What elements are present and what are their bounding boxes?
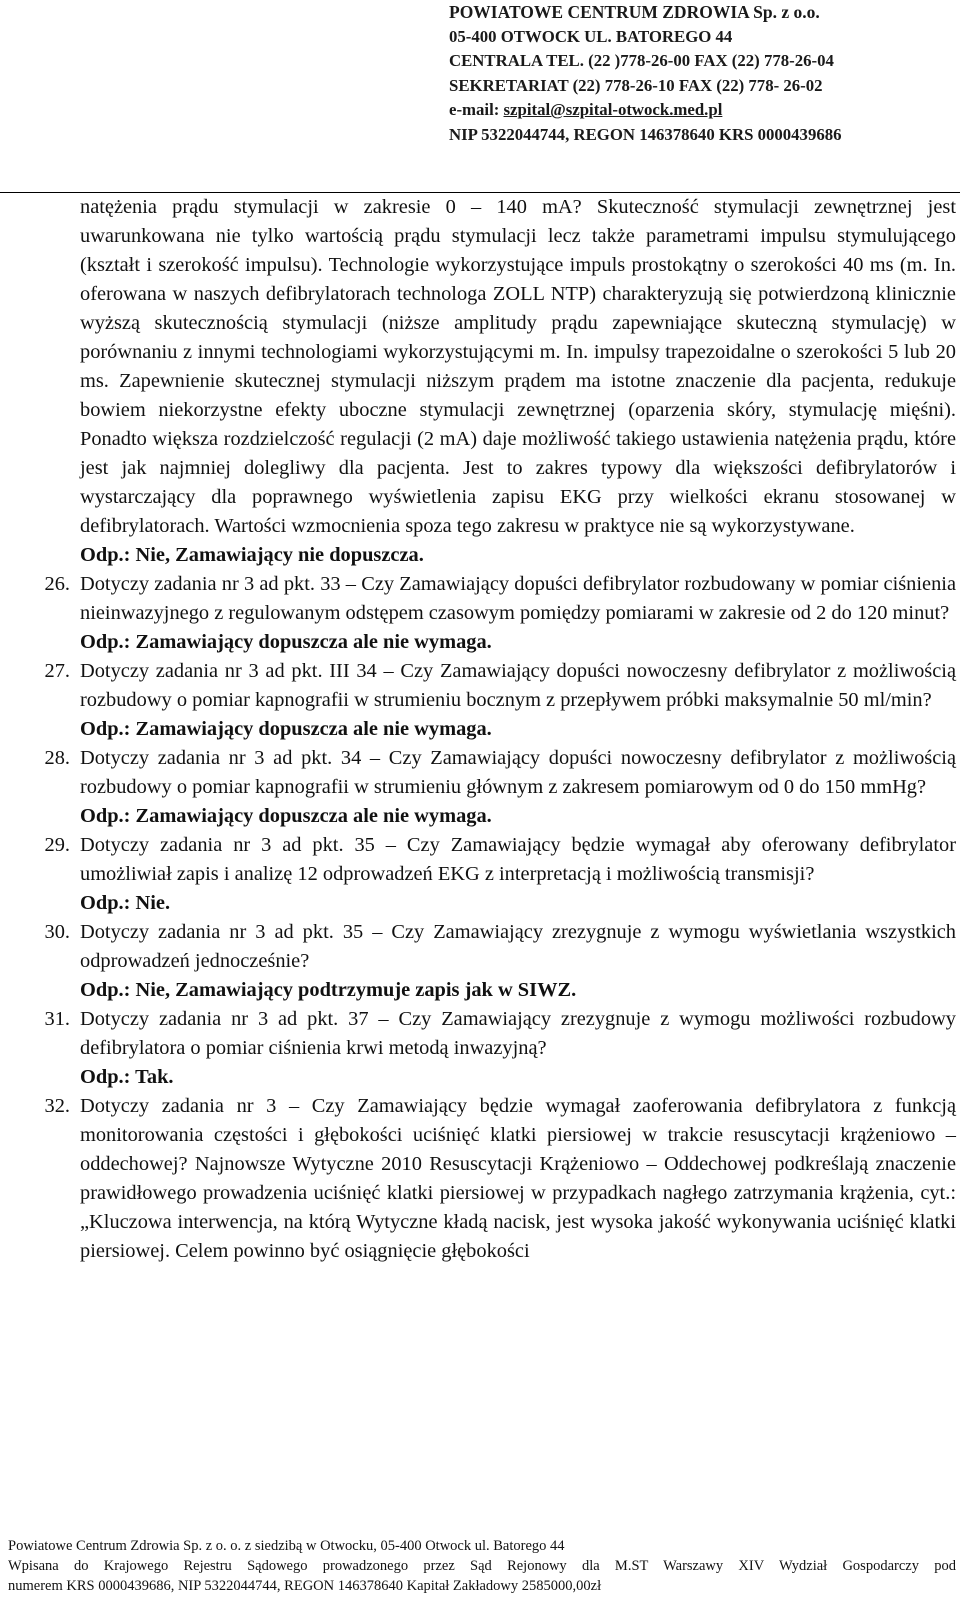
list-item bbox=[44, 918, 956, 1005]
item-answer: Odp.: Tak. bbox=[80, 1066, 174, 1088]
item-question: Dotyczy zadania nr 3 ad pkt. 37 – Czy Zamawiający zrezygnuje z wymogu możliwości rozbudowy defibrylatora o pomiar ciśnienia krwi metodą inwazyjną? bbox=[80, 1008, 956, 1059]
question-list bbox=[44, 570, 956, 1266]
list-item bbox=[44, 570, 956, 657]
email-label: e-mail: bbox=[449, 100, 504, 120]
item-question: Dotyczy zadania nr 3 – Czy Zamawiający będzie wymagał zaoferowania defibrylatora z funkcją monitorowania częstości i głębokości uciśnięć klatki piersiowej w trakcie resuscytacji krążeniowo – oddechowej? Najnowsze Wytyczne 2010 Resuscytacji Krążeniowo – Oddechowej podkreślają znaczenie prawidłowego prowadzenia uciśnięć klatki piersiowej w przypadkach nagłego zatrzymania krążenia, cyt.: „Kluczowa interwencja, na którą Wytyczne kładą nacisk, jest wysoka jakość wykonywania uciśnięć klatki piersiowej. Celem powinno być osiągnięcie głębokości bbox=[80, 1095, 956, 1262]
item-number: 27. bbox=[44, 660, 70, 682]
document-body bbox=[44, 193, 956, 1266]
item-question: Dotyczy zadania nr 3 ad pkt. 33 – Czy Zamawiający dopuści defibrylator rozbudowany w pomiar ciśnienia nieinwazyjnego z regulowanym odstępem czasowym pomiędzy pomiarami w zakresie od 2 do 120 minut? bbox=[80, 573, 956, 624]
organization-name: POWIATOWE CENTRUM ZDROWIA Sp. z o.o. bbox=[449, 2, 820, 22]
footer-company-line: Powiatowe Centrum Zdrowia Sp. z o. o. z siedzibą w Otwocku, 05-400 Otwock ul. Batorego 44 bbox=[8, 1538, 565, 1554]
list-item bbox=[44, 831, 956, 918]
item-number: 30. bbox=[44, 921, 70, 943]
item-answer: Odp.: Zamawiający dopuszcza ale nie wymaga. bbox=[80, 718, 492, 740]
item-number: 31. bbox=[44, 1008, 70, 1030]
item-number: 32. bbox=[44, 1095, 70, 1117]
item-number: 26. bbox=[44, 573, 70, 595]
letterhead bbox=[449, 0, 954, 148]
page-footer bbox=[8, 1536, 956, 1596]
list-item bbox=[44, 1092, 956, 1266]
list-item bbox=[44, 657, 956, 744]
intro-answer: Odp.: Nie, Zamawiający nie dopuszcza. bbox=[80, 544, 424, 566]
footer-registry-line: Wpisana do Krajowego Rejestru Sądowego prowadzonego przez Sąd Rejonowy dla M.ST Warszawy XIV Wydział Gospodarczy pod bbox=[8, 1558, 956, 1574]
email-link[interactable]: szpital@szpital-otwock.med.pl bbox=[503, 100, 723, 120]
secretariat-phone: SEKRETARIAT (22) 778-26-10 FAX (22) 778- 26-02 bbox=[449, 75, 823, 95]
item-number: 28. bbox=[44, 747, 70, 769]
item-question: Dotyczy zadania nr 3 ad pkt. 35 – Czy Zamawiający zrezygnuje z wymogu wyświetlania wszystkich odprowadzeń jednocześnie? bbox=[80, 921, 956, 972]
item-question: Dotyczy zadania nr 3 ad pkt. 35 – Czy Zamawiający będzie wymagał aby oferowany defibrylator umożliwiał zapis i analizę 12 odprowadzeń EKG z interpretacją i możliwością transmisji? bbox=[80, 834, 956, 885]
footer-identifiers-line: numerem KRS 0000439686, NIP 5322044744, REGON 146378640 Kapitał Zakładowy 2585000,00zł bbox=[8, 1578, 602, 1594]
item-question: Dotyczy zadania nr 3 ad pkt. III 34 – Czy Zamawiający dopuści nowoczesny defibrylator z możliwością rozbudowy o pomiar kapnografii w strumieniu bocznym z przepływem próbki maksymalnie 50 ml/min? bbox=[80, 660, 956, 711]
intro-paragraph: natężenia prądu stymulacji w zakresie 0 – 140 mA? Skuteczność stymulacji zewnętrznej jest uwarunkowana nie tylko wartością prądu stymulacji lecz także parametrami impulsu stymulującego (kształt i szerokość impulsu). Technologie wykorzystujące impuls prostokątny o szerokości 40 ms (m. In. oferowana w naszych defibrylatorach technologa ZOLL NTP) charakteryzują się potwierdzoną klinicznie wyższą skutecznością stymulacji (niższe amplitudy prądu zapewniające skuteczną stymulację) w porównaniu z innymi technologiami wykorzystującymi m. In. impulsy trapezoidalne o szerokości 5 lub 20 ms. Zapewnienie skutecznej stymulacji niższym prądem ma istotne znaczenie dla pacjenta, redukuje bowiem niekorzystne efekty uboczne stymulacji zewnętrznej (oparzenia skóry, stymulację mięśni). Ponadto większa rozdzielczość regulacji (2 mA) daje możliwość takiego ustawienia natężenia prądu, które jest jak najmniej dolegliwy dla pacjenta. Jest to zakres typowy dla większości defibrylatorów i wystarczający dla poprawnego wyświetlenia zapisu EKG przy wielkości ekranu stosowanej w defibrylatorach. Wartości wzmocnienia spoza tego zakresu w praktyce nie są wykorzystywane. bbox=[80, 196, 956, 537]
list-item bbox=[44, 744, 956, 831]
list-item bbox=[44, 1005, 956, 1092]
company-identifiers: NIP 5322044744, REGON 146378640 KRS 0000439686 bbox=[449, 124, 842, 144]
item-answer: Odp.: Zamawiający dopuszcza ale nie wymaga. bbox=[80, 805, 492, 827]
organization-address: 05-400 OTWOCK UL. BATOREGO 44 bbox=[449, 26, 733, 46]
item-question: Dotyczy zadania nr 3 ad pkt. 34 – Czy Zamawiający dopuści nowoczesny defibrylator z możliwością rozbudowy o pomiar kapnografii w strumieniu głównym z zakresem pomiarowym od 0 do 150 mmHg? bbox=[80, 747, 956, 798]
central-phone: CENTRALA TEL. (22 )778-26-00 FAX (22) 778-26-04 bbox=[449, 51, 834, 71]
item-answer: Odp.: Nie. bbox=[80, 892, 171, 914]
item-answer: Odp.: Nie, Zamawiający podtrzymuje zapis jak w SIWZ. bbox=[80, 979, 577, 1001]
item-number: 29. bbox=[44, 834, 70, 856]
item-answer: Odp.: Zamawiający dopuszcza ale nie wymaga. bbox=[80, 631, 492, 653]
email-line bbox=[449, 98, 954, 123]
